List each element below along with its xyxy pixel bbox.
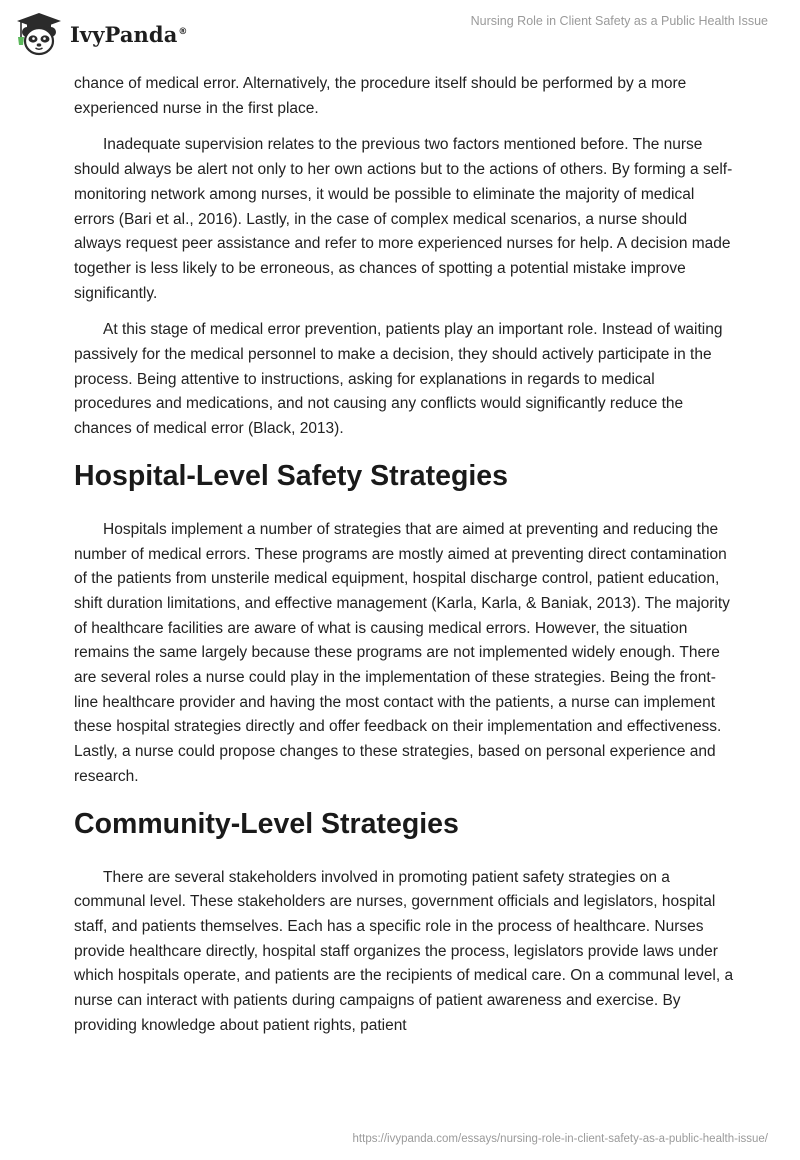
source-url[interactable]: https://ivypanda.com/essays/nursing-role-in-client-safety-as-a-public-health-issue/ (352, 1133, 768, 1145)
brand-name: IvyPanda® (70, 21, 188, 47)
section-heading-hospital: Hospital-Level Safety Strategies (74, 459, 508, 492)
paragraph-1: chance of medical error. Alternatively, the procedure itself should be performed by a more experienced nurse in the first place. (74, 75, 687, 117)
paragraph-2: Inadequate supervision relates to the previous two factors mentioned before. The nurse should always be alert not only to her own actions but to the actions of others. By forming a self-monitoring network among nurses, it would be possible to eliminate the majority of medical errors (Bari et al., 2016). Lastly, in the case of complex medical scenarios, a nurse should always request peer assistance and refer to more experienced nurses for help. A decision made together is less likely to be erroneous, as chances of spotting a potential mistake improve significantly. (74, 136, 733, 302)
essay-content (74, 72, 734, 1051)
page-header (0, 0, 800, 70)
document-title: Nursing Role in Client Safety as a Public Health Issue (470, 14, 768, 28)
section-heading-community: Community-Level Strategies (74, 807, 459, 840)
paragraph-4: Hospitals implement a number of strategies that are aimed at preventing and reducing the number of medical errors. These programs are mostly aimed at preventing direct contamination of the patients from unsterile medical equipment, hospital discharge control, patient education, shift duration limitations, and effective management (Karla, Karla, & Baniak, 2013). The majority of healthcare facilities are aware of what is causing medical errors. However, the situation remains the same largely because these programs are not implemented widely enough. There are several roles a nurse could play in the implementation of these strategies. Being the front-line healthcare provider and having the most contact with the patients, a nurse can implement these hospital strategies directly and offer feedback on their implementation and effectiveness. Lastly, a nurse could propose changes to these strategies, based on personal experience and research. (74, 520, 730, 785)
paragraph-3: At this stage of medical error prevention, patients play an important role. Instead of waiting passively for the medical personnel to make a decision, they should actively participate in the process. Being attentive to instructions, asking for explanations in regards to medical procedures and medications, and not causing any conflicts would significantly reduce the chances of medical error (Black, 2013). (74, 321, 723, 438)
brand-logo[interactable] (14, 10, 188, 58)
paragraph-5: There are several stakeholders involved in promoting patient safety strategies on a communal level. These stakeholders are nurses, government officials and legislators, hospital staff, and patients themselves. Each has a specific role in the process of healthcare. Nurses provide healthcare directly, hospital staff organizes the process, legislators provide laws under which hospitals operate, and patients are the recipients of medical care. On a communal level, a nurse can interact with patients during campaigns of patient awareness and exercise. By providing knowledge about patient rights, patient (74, 868, 734, 1034)
panda-graduate-icon (14, 10, 64, 58)
